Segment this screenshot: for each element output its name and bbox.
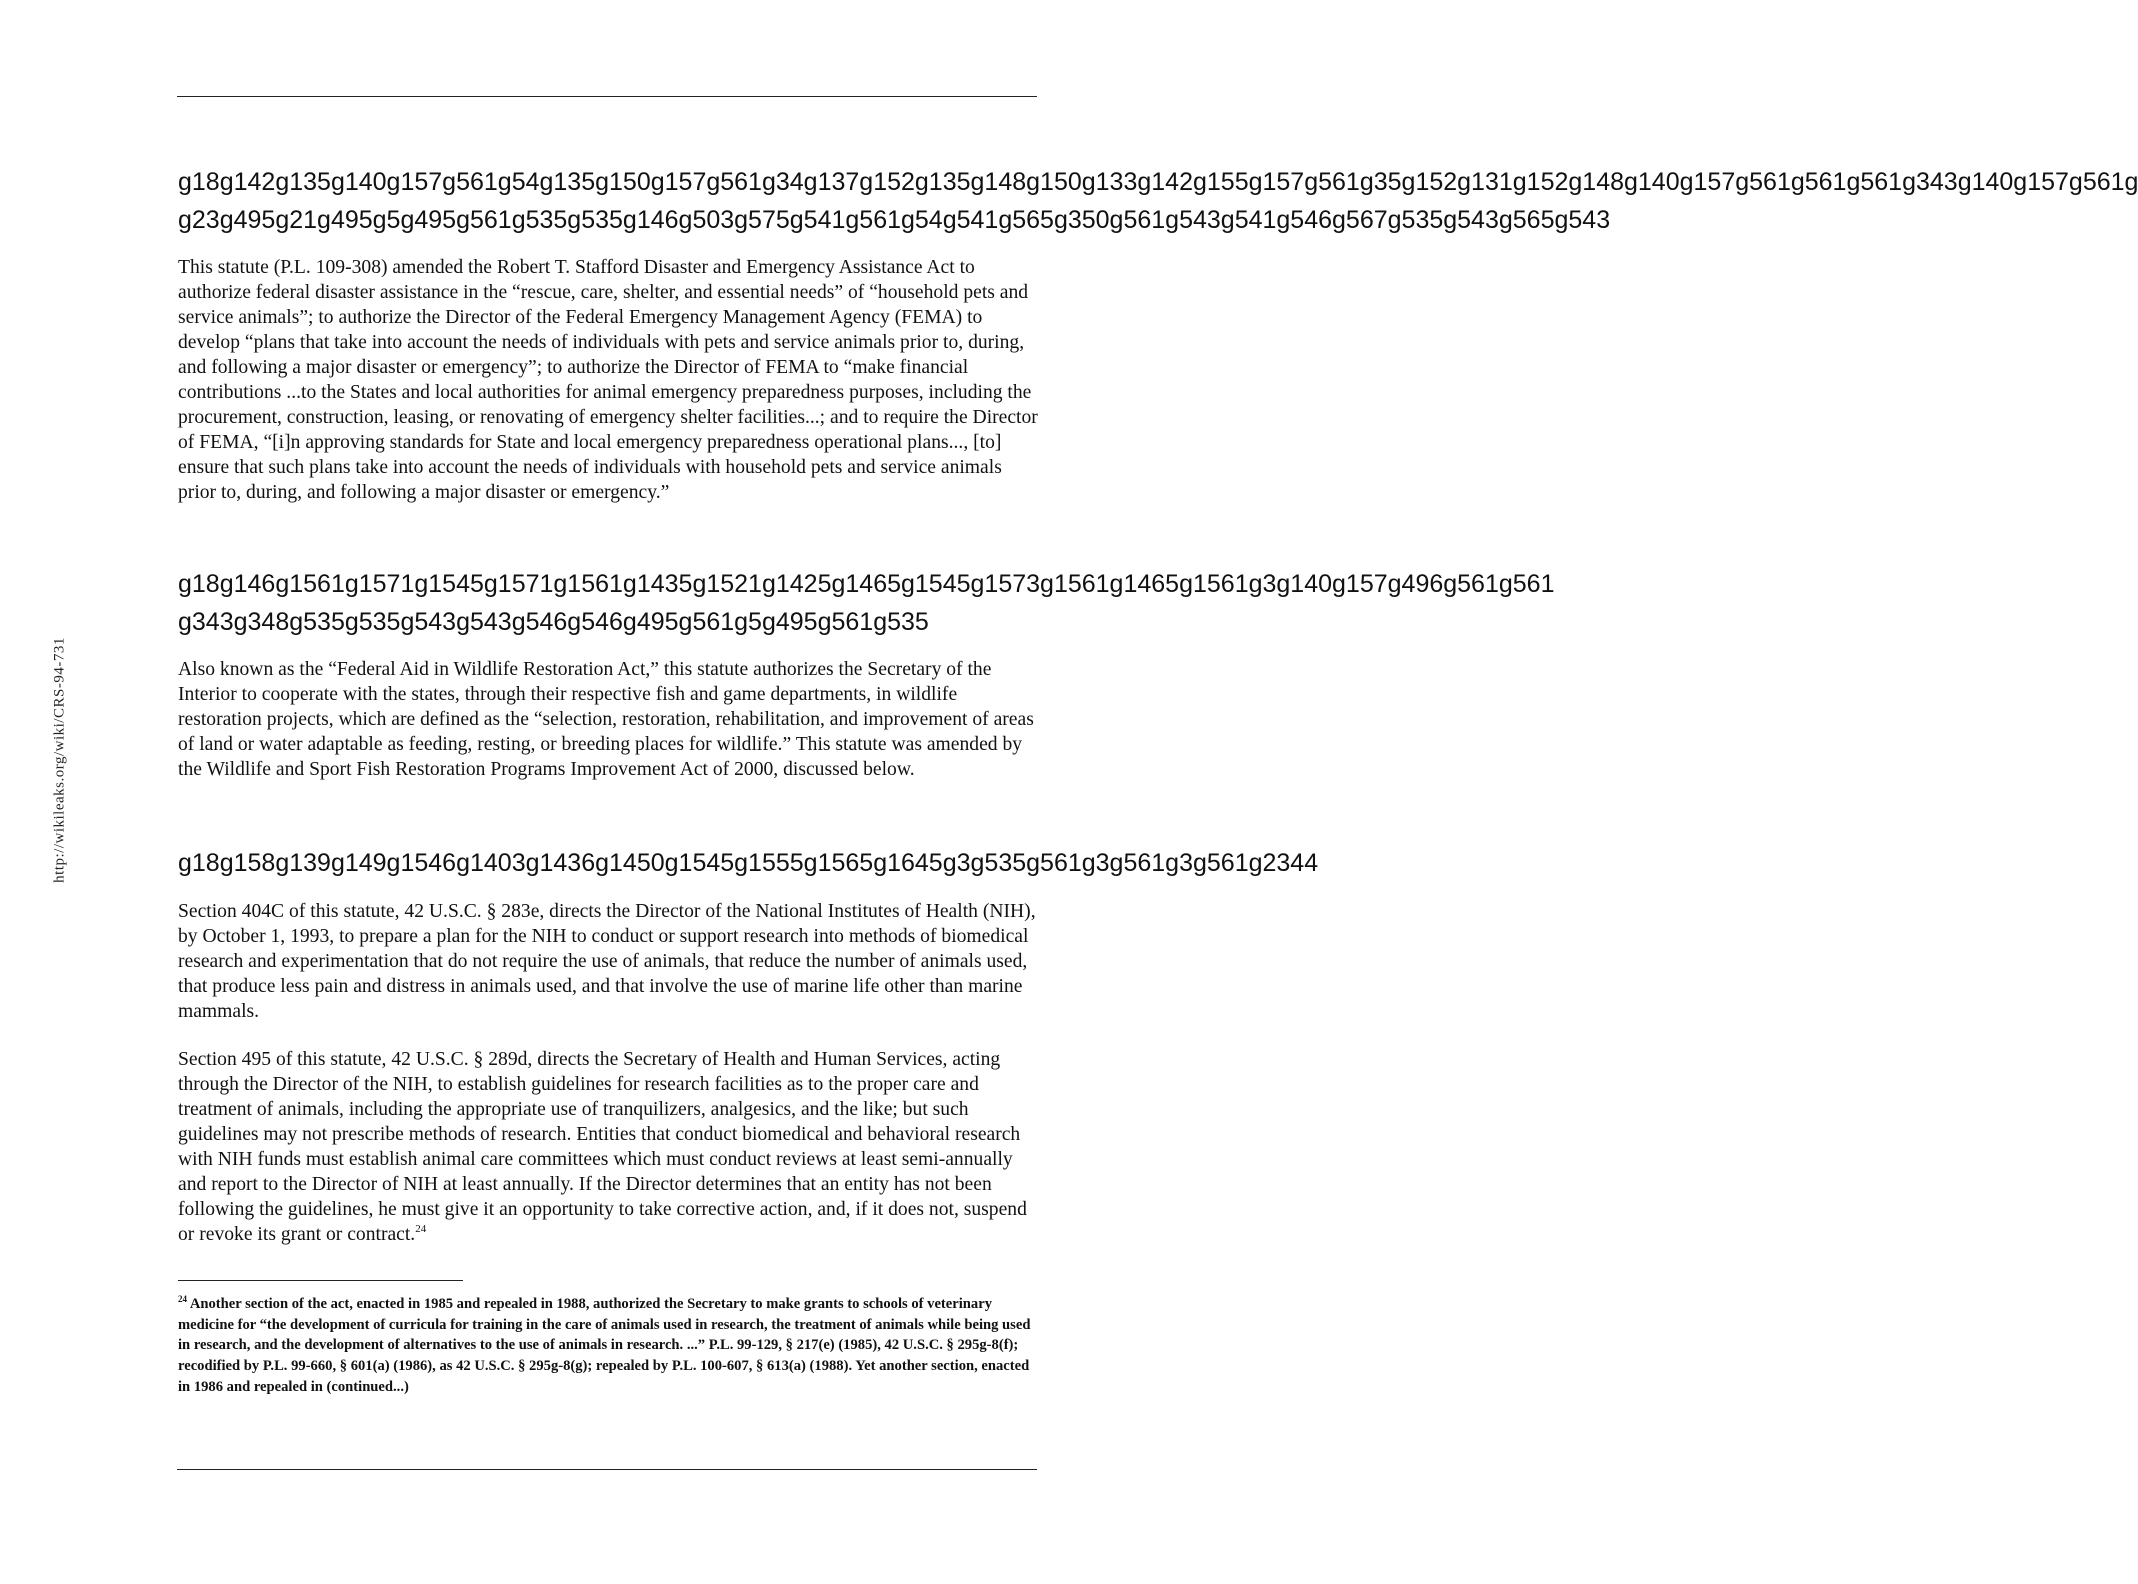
section-heading-line: g18g146g1561g1571g1545g1571g1561g1435g1521g1425g1465g1545g1573g1561g1465g1561g3g140g157g496g561g561 <box>178 570 1555 598</box>
header-rule <box>177 96 1037 97</box>
footnote-text: Another section of the act, enacted in 1985 and repealed in 1988, authorized the Secretary to make grants to schools of veterinary medicine for “the development of curricula for training in the care of animals used in research, the treatment of animals while being used in research, and the development of alternatives to the use of animals in research. ...” P.L. 99-129, § 217(e) (1985), 42 U.S.C. § 295g-8(f); recodified by P.L. 99-660, § 601(a) (1986), as 42 U.S.C. § 295g-8(g); repealed by P.L. 100-607, § 613(a) (1988). Yet another section, enacted in 1986 and repealed in (continued...) <box>178 1296 1031 1395</box>
body-paragraph: This statute (P.L. 109-308) amended the Robert T. Stafford Disaster and Emergency Assistance Act to authorize federal disaster assistance in the “rescue, care, shelter, and essential needs” of “household pets and service animals”; to authorize the Director of the Federal Emergency Management Agency (FEMA) to develop “plans that take into account the needs of individuals with pets and service animals prior to, during, and following a major disaster or emergency”; to authorize the Director of FEMA to “make financial contributions ...to the States and local authorities for animal emergency preparedness purposes, including the procurement, construction, leasing, or renovating of emergency shelter facilities...; and to require the Director of FEMA, “[i]n approving standards for State and local emergency preparedness operational plans..., [to] ensure that such plans take into account the needs of individuals with household pets and service animals prior to, during, and following a major disaster or emergency.” <box>178 257 1038 503</box>
section-heading-line: g343g348g535g535g543g543g546g546g495g561g5g495g561g535 <box>178 608 929 636</box>
section-heading-line: g18g142g135g140g157g561g54g135g150g157g561g34g137g152g135g148g150g133g142g155g157g561g35g152g131g152g148g140g157g561g561g561g343g140g157g561g <box>178 168 2138 196</box>
section-heading-line: g18g158g139g149g1546g1403g1436g1450g1545g1555g1565g1645g3g535g561g3g561g3g561g2344 <box>178 849 1319 877</box>
footnote-number: 24 <box>178 1294 187 1304</box>
body-paragraph: Section 404C of this statute, 42 U.S.C. § 283e, directs the Director of the National Institutes of Health (NIH), by October 1, 1993, to prepare a plan for the NIH to conduct or support research into methods of biomedical research and experimentation that do not require the use of animals, that reduce the number of animals used, that produce less pain and distress in animals used, and that involve the use of marine life other than marine mammals. <box>178 901 1036 1022</box>
footnote-reference[interactable]: 24 <box>415 1223 427 1235</box>
footnote-separator <box>178 1280 463 1281</box>
body-paragraph: Also known as the “Federal Aid in Wildlife Restoration Act,” this statute authorizes the Secretary of the Interior to cooperate with the states, through their respective fish and game departments, in wildlife restoration projects, which are defined as the “selection, restoration, rehabilitation, and improvement of areas of land or water adaptable as feeding, resting, or breeding places for wildlife.” This statute was amended by the Wildlife and Sport Fish Restoration Programs Improvement Act of 2000, discussed below. <box>178 659 1034 780</box>
body-paragraph <box>178 1047 1038 1247</box>
body-paragraph-text: Section 495 of this statute, 42 U.S.C. § 289d, directs the Secretary of Health and Human Services, acting through the Director of the NIH, to establish guidelines for research facilities as to the proper care and treatment of animals, including the appropriate use of tranquilizers, analgesics, and the like; but such guidelines may not prescribe methods of research. Entities that conduct biomedical and behavioral research with NIH funds must establish animal care committees which must conduct reviews at least semi-annually and report to the Director of NIH at least annually. If the Director determines that an entity has not been following the guidelines, he must give it an opportunity to take corrective action, and, if it does not, suspend or revoke its grant or contract. <box>178 1049 1027 1245</box>
section-heading-line: g23g495g21g495g5g495g561g535g535g146g503g575g541g561g54g541g565g350g561g543g541g546g567g535g543g565g543 <box>178 206 1611 234</box>
sidebar-url[interactable]: http://wikileaks.org/wiki/CRS-94-731 <box>51 637 68 883</box>
footnote <box>178 1294 1038 1398</box>
footer-rule <box>177 1469 1037 1470</box>
